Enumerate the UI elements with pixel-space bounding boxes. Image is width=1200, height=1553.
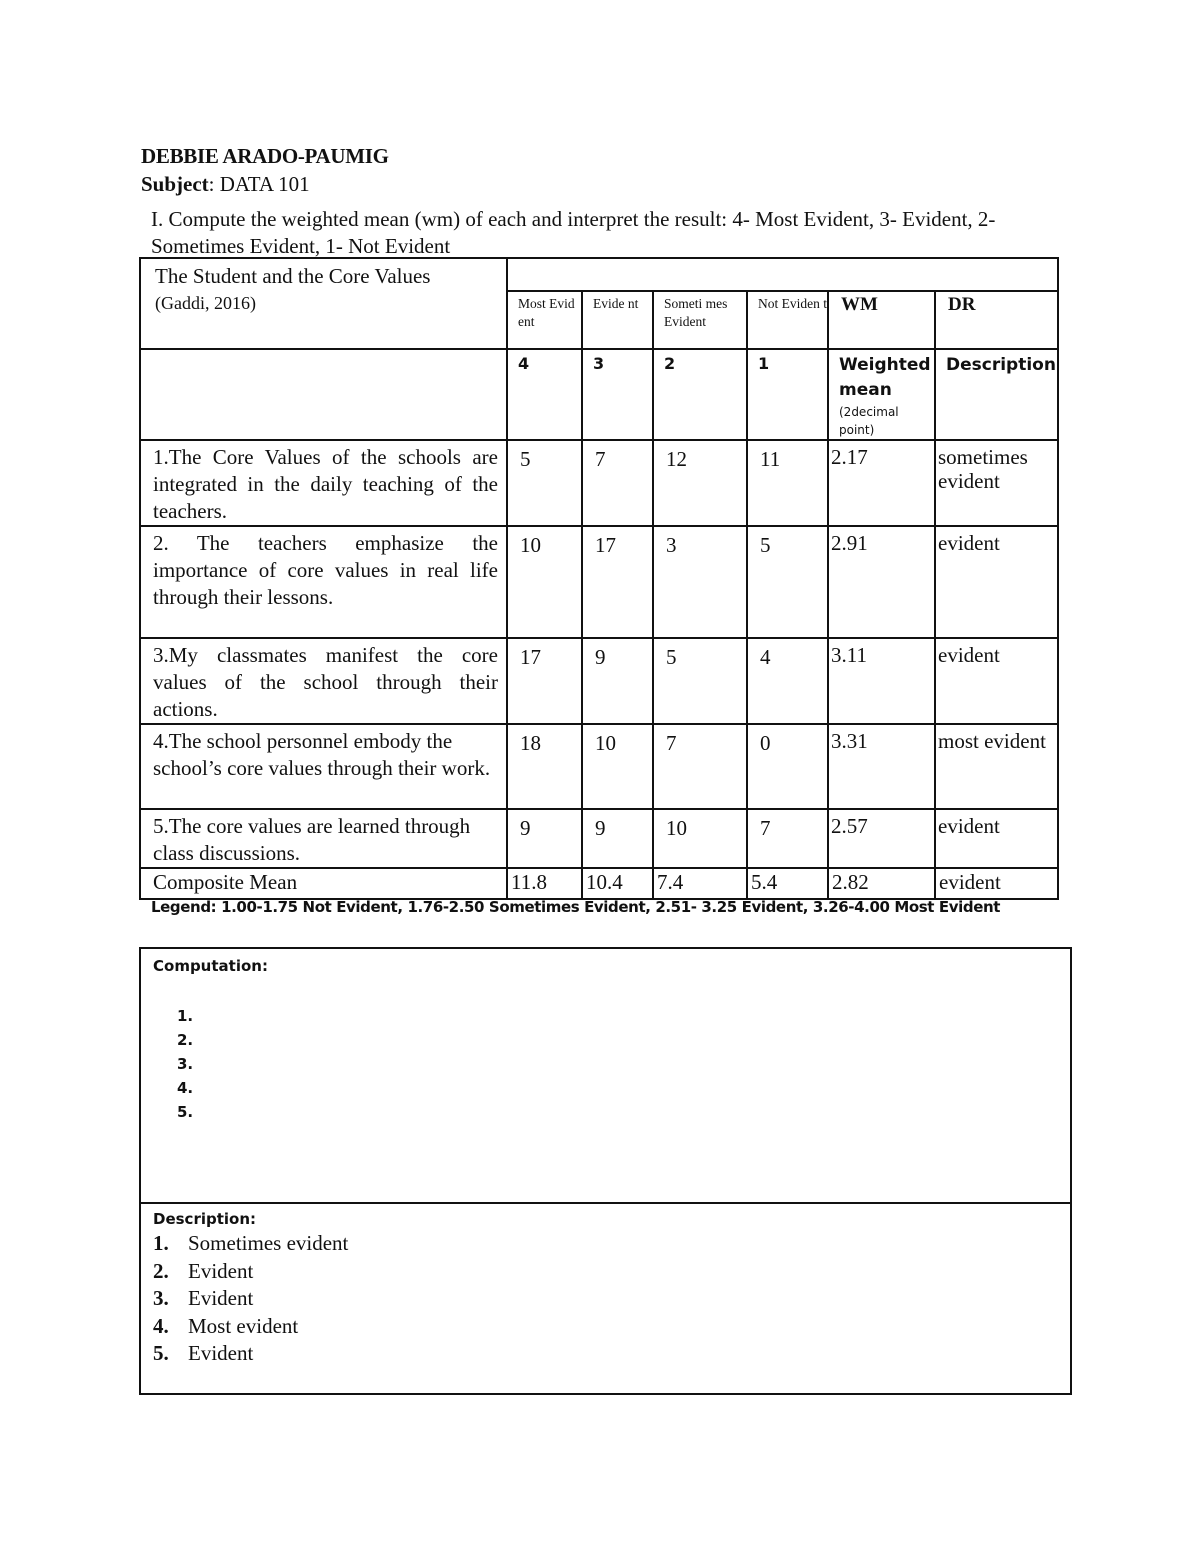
row-count: 11 (747, 440, 828, 526)
row-dr: sometimes evident (935, 440, 1058, 526)
row-count: 9 (582, 809, 653, 868)
list-number: 4. (153, 1313, 169, 1338)
row-count: 3 (653, 526, 747, 638)
list-item: 1. (177, 1007, 194, 1025)
scale-row-blank (140, 349, 507, 440)
dr-label-cell (935, 349, 1058, 440)
composite-label: Composite Mean (140, 868, 507, 899)
author-name: DEBBIE ARADO-PAUMIG (141, 144, 389, 168)
list-number: 3. (153, 1286, 169, 1310)
row-count: 5 (747, 526, 828, 638)
row-count: 7 (747, 809, 828, 868)
list-item: 5. (177, 1103, 194, 1121)
list-item (153, 1285, 348, 1313)
composite-row (140, 868, 1058, 899)
row-wm: 3.31 (828, 724, 935, 809)
box-divider (141, 1202, 1070, 1204)
list-item (153, 1258, 348, 1286)
row-wm: 3.11 (828, 638, 935, 724)
instruction-text: I. Compute the weighted mean (wm) of each and interpret the result: 4- Most Evident, 3- Evident, 2-Sometimes Evident, 1- Not Evident (151, 207, 996, 258)
table-row (140, 724, 1058, 809)
row-count: 17 (507, 638, 582, 724)
row-count: 7 (582, 440, 653, 526)
row-count: 10 (507, 526, 582, 638)
table-row (140, 440, 1058, 526)
list-item: 2. (177, 1031, 194, 1049)
row-count: 12 (653, 440, 747, 526)
list-text: Evident (188, 1286, 254, 1310)
row-count: 5 (507, 440, 582, 526)
row-wm: 2.57 (828, 809, 935, 868)
composite-wm: 2.82 (828, 868, 935, 899)
list-item (153, 1313, 348, 1341)
row-item: 4.The school personnel embody the school’s core values through their work. (140, 724, 507, 809)
table-title: The Student and the Core Values (155, 264, 431, 288)
table-row (140, 526, 1058, 638)
list-item (153, 1340, 348, 1368)
row-wm: 2.17 (828, 440, 935, 526)
table-row (140, 638, 1058, 724)
table-top-blank (507, 258, 1058, 291)
core-values-table (139, 257, 1059, 900)
list-text: Evident (188, 1258, 254, 1283)
composite-dr: evident (935, 868, 1058, 899)
table-title-cell (140, 258, 507, 349)
row-count: 10 (653, 809, 747, 868)
row-dr: most evident (935, 724, 1058, 809)
scale-3: 3 (582, 349, 653, 440)
row-count: 0 (747, 724, 828, 809)
list-number: 1. (153, 1231, 169, 1255)
row-item: 5.The core values are learned through class discussions. (140, 809, 507, 868)
scale-2: 2 (653, 349, 747, 440)
list-text: Sometimes evident (188, 1231, 349, 1255)
scale-1: 1 (747, 349, 828, 440)
composite-value: 7.4 (653, 868, 747, 899)
row-item: 1.The Core Values of the schools are integrated in the daily teaching of the teachers. (140, 440, 507, 526)
row-count: 18 (507, 724, 582, 809)
description-list (153, 1230, 348, 1368)
col-not-evident: Not Eviden t (747, 291, 828, 349)
row-dr: evident (935, 638, 1058, 724)
row-count: 9 (507, 809, 582, 868)
row-wm: 2.91 (828, 526, 935, 638)
list-number: 5. (153, 1341, 169, 1365)
subject-label: Subject (141, 172, 209, 196)
list-text: Evident (188, 1341, 254, 1365)
composite-value: 5.4 (747, 868, 828, 899)
row-count: 7 (653, 724, 747, 809)
computation-heading: Computation: (153, 957, 268, 975)
legend-text: Legend: 1.00-1.75 Not Evident, 1.76-2.50 Sometimes Evident, 2.51- 3.25 Evident, 3.26-4.00 Most Evident (151, 898, 1001, 916)
composite-value: 11.8 (507, 868, 582, 899)
table-row (140, 809, 1058, 868)
row-count: 4 (747, 638, 828, 724)
col-sometimes-evident: Someti mes Evident (653, 291, 747, 349)
row-count: 10 (582, 724, 653, 809)
list-item: 3. (177, 1055, 194, 1073)
description-heading: Description: (153, 1210, 257, 1228)
computation-list (177, 1004, 193, 1124)
list-item: 4. (177, 1079, 194, 1097)
col-dr: DR (935, 291, 1058, 349)
scale-4: 4 (507, 349, 582, 440)
row-count: 5 (653, 638, 747, 724)
list-number: 2. (153, 1258, 169, 1283)
row-count: 9 (582, 638, 653, 724)
col-most-evident: Most Evid ent (507, 291, 582, 349)
subject-value: : DATA 101 (208, 172, 310, 196)
row-item: 3.My classmates manifest the core values of the school through their actions. (140, 638, 507, 724)
answer-box (139, 947, 1072, 1395)
col-wm: WM (828, 291, 935, 349)
dr-label: Description (946, 355, 1056, 375)
wm-label: Weighted mean (839, 355, 931, 400)
list-item (153, 1230, 348, 1258)
wm-note: (2decimal point) (839, 405, 899, 437)
row-dr: evident (935, 526, 1058, 638)
row-dr: evident (935, 809, 1058, 868)
table-citation: (Gaddi, 2016) (155, 293, 256, 313)
row-count: 17 (582, 526, 653, 638)
col-evident: Evide nt (582, 291, 653, 349)
subject-line (141, 172, 310, 197)
composite-value: 10.4 (582, 868, 653, 899)
row-item: 2. The teachers emphasize the importance of core values in real life through their lessons. (140, 526, 507, 638)
list-text: Most evident (188, 1313, 299, 1338)
wm-label-cell (828, 349, 935, 440)
